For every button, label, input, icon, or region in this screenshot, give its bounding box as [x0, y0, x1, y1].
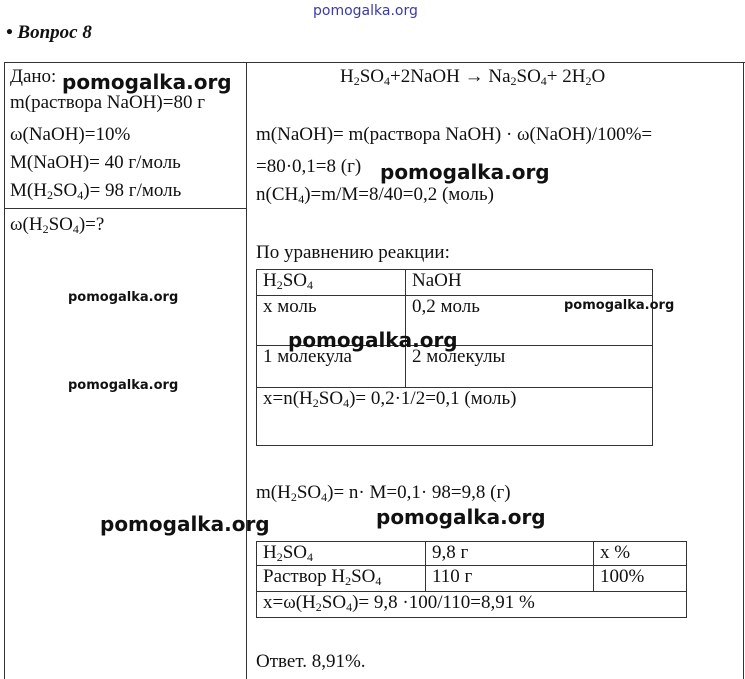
ratio-table-result: $x=n(H_2SO_4)= 0,2\cdot 1/2=0,1$ (моль) [257, 388, 653, 446]
watermark: pomogalka.org [564, 298, 675, 313]
ratio-table-cell: x моль [257, 296, 406, 346]
by-equation-label: По уравнению реакции: [256, 242, 450, 263]
percent-table [256, 541, 687, 618]
ratio-table [256, 269, 653, 446]
watermark-top: pomogalka.org [313, 3, 418, 19]
ratio-table-cell: 2 молекулы [406, 346, 653, 388]
percent-table-cell: 110 г [426, 566, 594, 592]
percent-table-cell: Раствор $H_2SO_4$ [257, 566, 426, 592]
ratio-table-header-h2so4: $H_2SO_4$ [257, 270, 406, 296]
watermark: pomogalka.org [62, 70, 232, 94]
given-line-1: m(раствора NaOH)=80 г [10, 92, 205, 113]
solution-line-3: $n(CH_4)=m/M=8/40=0,2$ (моль) [256, 184, 495, 206]
given-line-2: ω(NaOH)=10% [10, 124, 131, 145]
percent-table-result: $x=\omega(H_2SO_4)= 9,8 \cdot 100/110=8,91$ % [257, 592, 687, 618]
frame-left [4, 62, 5, 679]
watermark: pomogalka.org [100, 512, 270, 536]
frame-right [743, 62, 744, 679]
answer-line: Ответ. 8,91%. [256, 651, 366, 672]
reaction-equation: $H_2SO_4+2NaOH \to Na_2SO_4+ 2H_2O$ [340, 66, 606, 88]
ratio-table-cell: 1 молекула [257, 346, 406, 388]
given-label: Дано: [10, 66, 57, 87]
given-line-4: $M(H_2SO_4)= 98$ г/моль [10, 180, 182, 202]
watermark: pomogalka.org [288, 328, 458, 352]
percent-table-cell: 9,8 г [426, 542, 594, 566]
find-line: $\omega(H_2SO_4)=$? [10, 214, 105, 236]
watermark: pomogalka.org [68, 378, 179, 393]
watermark: pomogalka.org [376, 505, 546, 529]
ratio-table-cell: 0,2 моль [406, 296, 653, 346]
given-line-3: M(NaOH)= 40 г/моль [10, 152, 181, 173]
solution-line-2: =80·0,1=8 (г) [256, 156, 362, 177]
watermark: pomogalka.org [380, 160, 550, 184]
question-title: • Вопрос 8 [6, 22, 92, 43]
percent-table-cell: x % [594, 542, 687, 566]
mass-h2so4-line: $m(H_2SO_4)= n\cdot M=0,1\cdot 98=9,8$ (г) [256, 482, 511, 504]
frame-top [4, 62, 745, 63]
ratio-table-header-naoh: NaOH [406, 270, 653, 296]
watermark: pomogalka.org [68, 290, 179, 305]
solution-line-1: m(NaOH)= m(раствора NaOH) · ω(NaOH)/100%= [256, 124, 653, 145]
given-separator [4, 208, 246, 209]
percent-table-cell: $H_2SO_4$ [257, 542, 426, 566]
frame-divider [246, 62, 247, 679]
percent-table-cell: 100% [594, 566, 687, 592]
